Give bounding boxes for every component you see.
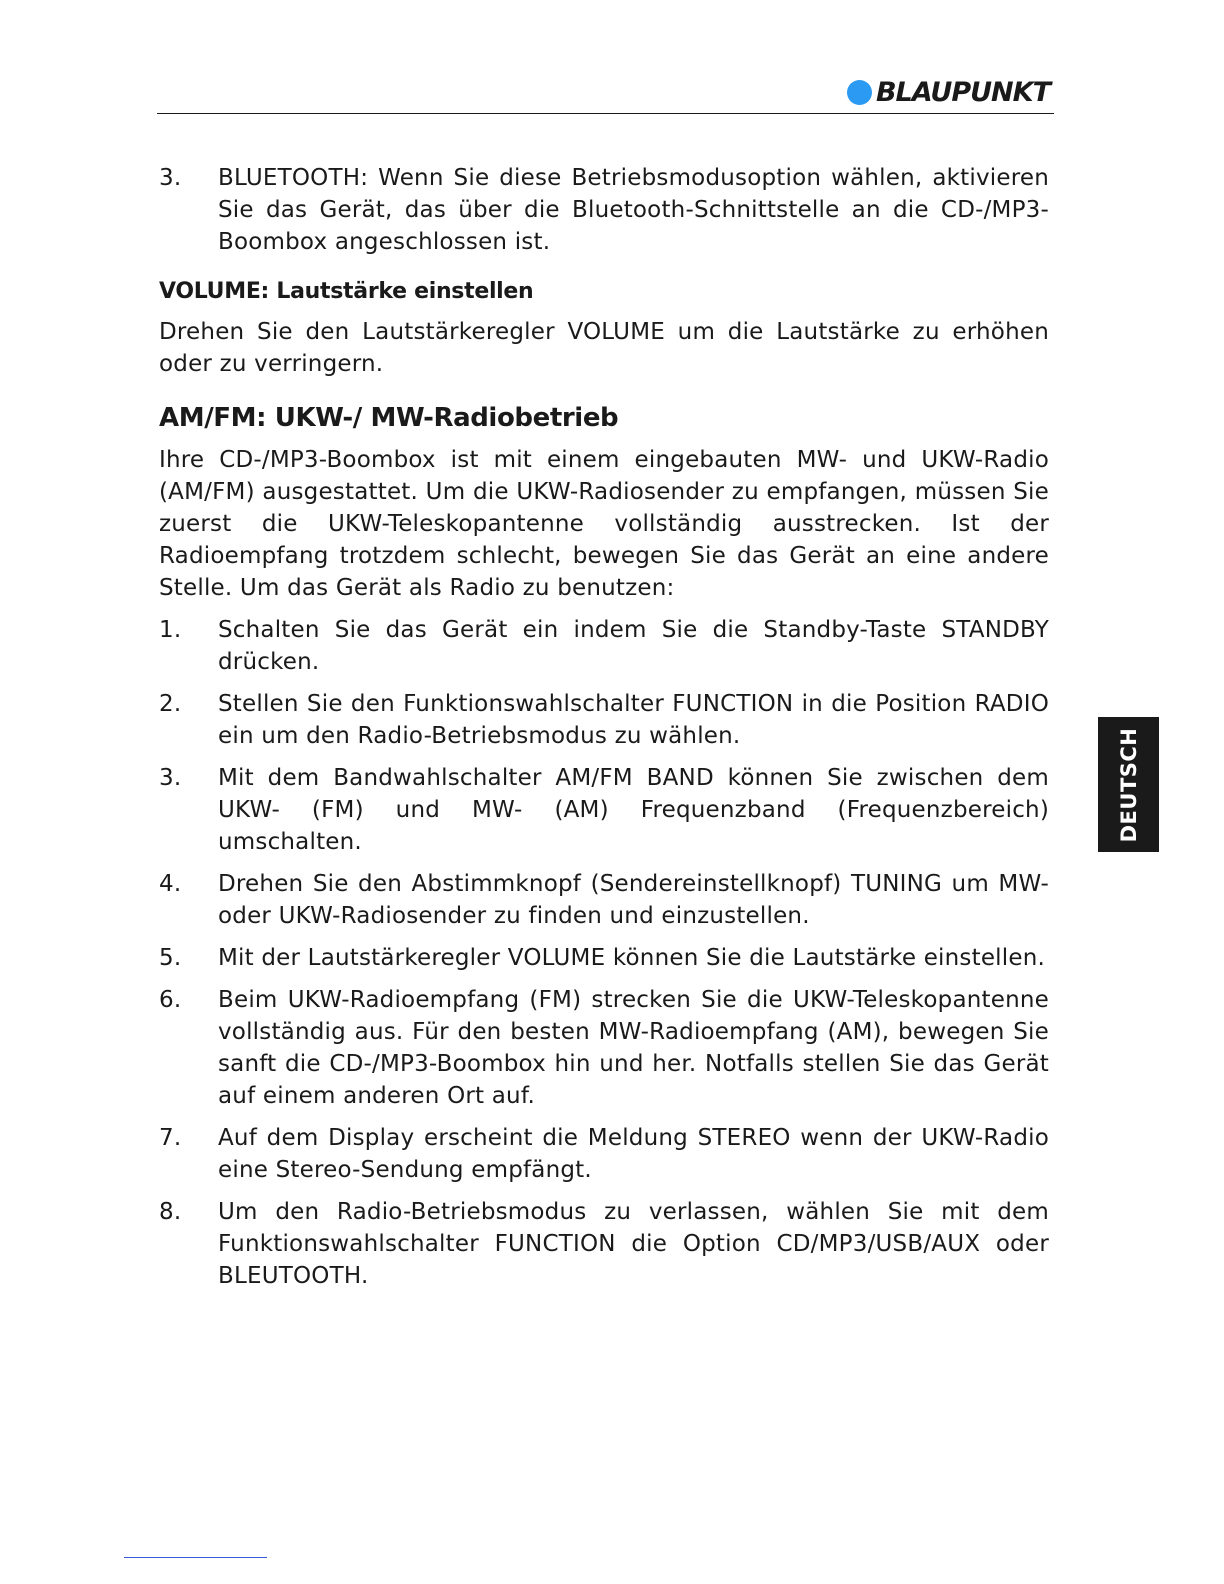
list-item-text: BLUETOOTH: Wenn Sie diese Betriebsmodusoption wählen, aktivieren Sie das Gerät, das über die Bluetooth-Schnittstelle an die CD-/MP3-Boombox angeschlossen ist. [218, 165, 1049, 255]
list-item-number: 2. [159, 691, 182, 717]
list-item [159, 762, 1049, 858]
list-item-number: 3. [159, 765, 182, 791]
list-item-text: Drehen Sie den Abstimmknopf (Sendereinstellknopf) TUNING um MW- oder UKW-Radiosender zu finden und einzustellen. [218, 871, 1049, 929]
radio-intro-paragraph: Ihre CD-/MP3-Boombox ist mit einem eingebauten MW- und UKW-Radio (AM/FM) ausgestattet. Um die UKW-Radiosender zu empfangen, müssen Sie zuerst die UKW-Teleskopantenne vollständig ausstrecken. Ist der Radioempfang trotzdem schlecht, bewegen Sie das Gerät an eine andere Stelle. Um das Gerät als Radio zu benutzen: [159, 447, 1049, 601]
list-item [159, 868, 1049, 932]
language-tab-label: DEUTSCH [1116, 727, 1141, 842]
list-item-text: Auf dem Display erscheint die Meldung STEREO wenn der UKW-Radio eine Stereo-Sendung empfängt. [218, 1125, 1049, 1183]
list-item [159, 984, 1049, 1112]
list-item [159, 1196, 1049, 1292]
list-item [159, 614, 1049, 678]
brand-logo [847, 76, 1050, 108]
list-item-text: Mit der Lautstärkeregler VOLUME können Sie die Lautstärke einstellen. [218, 945, 1045, 971]
list-item-text: Um den Radio-Betriebsmodus zu verlassen, wählen Sie mit dem Funktionswahlschalter FUNCTION die Option CD/MP3/USB/AUX oder BLEUTOOTH. [218, 1199, 1049, 1289]
list-item [159, 1122, 1049, 1186]
list-item-text: Mit dem Bandwahlschalter AM/FM BAND können Sie zwischen dem UKW- (FM) und MW- (AM) Frequenzband (Frequenzbereich) umschalten. [218, 765, 1049, 855]
list-item-text: Schalten Sie das Gerät ein indem Sie die Standby-Taste STANDBY drücken. [218, 617, 1049, 675]
list-item [159, 688, 1049, 752]
footnote-divider [124, 1557, 267, 1558]
volume-paragraph: Drehen Sie den Lautstärkeregler VOLUME um die Lautstärke zu erhöhen oder zu verringern. [159, 319, 1049, 377]
list-item-number: 6. [159, 987, 182, 1013]
language-tab [1098, 717, 1159, 852]
radio-steps-list [159, 614, 1049, 1292]
list-item-number: 3. [159, 165, 182, 191]
list-item [159, 162, 1049, 258]
header-divider [157, 113, 1054, 114]
list-item-number: 7. [159, 1125, 182, 1151]
brand-dot-icon [847, 80, 872, 105]
list-item-number: 4. [159, 871, 182, 897]
list-item-number: 8. [159, 1199, 182, 1225]
brand-name: BLAUPUNKT [875, 76, 1050, 108]
list-item-text: Beim UKW-Radioempfang (FM) strecken Sie die UKW-Teleskopantenne vollständig aus. Für den besten MW-Radioempfang (AM), bewegen Sie sanft die CD-/MP3-Boombox hin und her. Notfalls stellen Sie das Gerät auf einem anderen Ort auf. [218, 987, 1049, 1109]
list-item-number: 5. [159, 945, 182, 971]
page-content [159, 162, 1049, 1302]
list-item-text: Stellen Sie den Funktionswahlschalter FUNCTION in die Position RADIO ein um den Radio-Betriebsmodus zu wählen. [218, 691, 1049, 749]
list-item [159, 942, 1049, 974]
radio-heading: AM/FM: UKW-/ MW-Radiobetrieb [159, 403, 619, 433]
volume-heading: VOLUME: Lautstärke einstellen [159, 279, 534, 304]
list-item-number: 1. [159, 617, 182, 643]
